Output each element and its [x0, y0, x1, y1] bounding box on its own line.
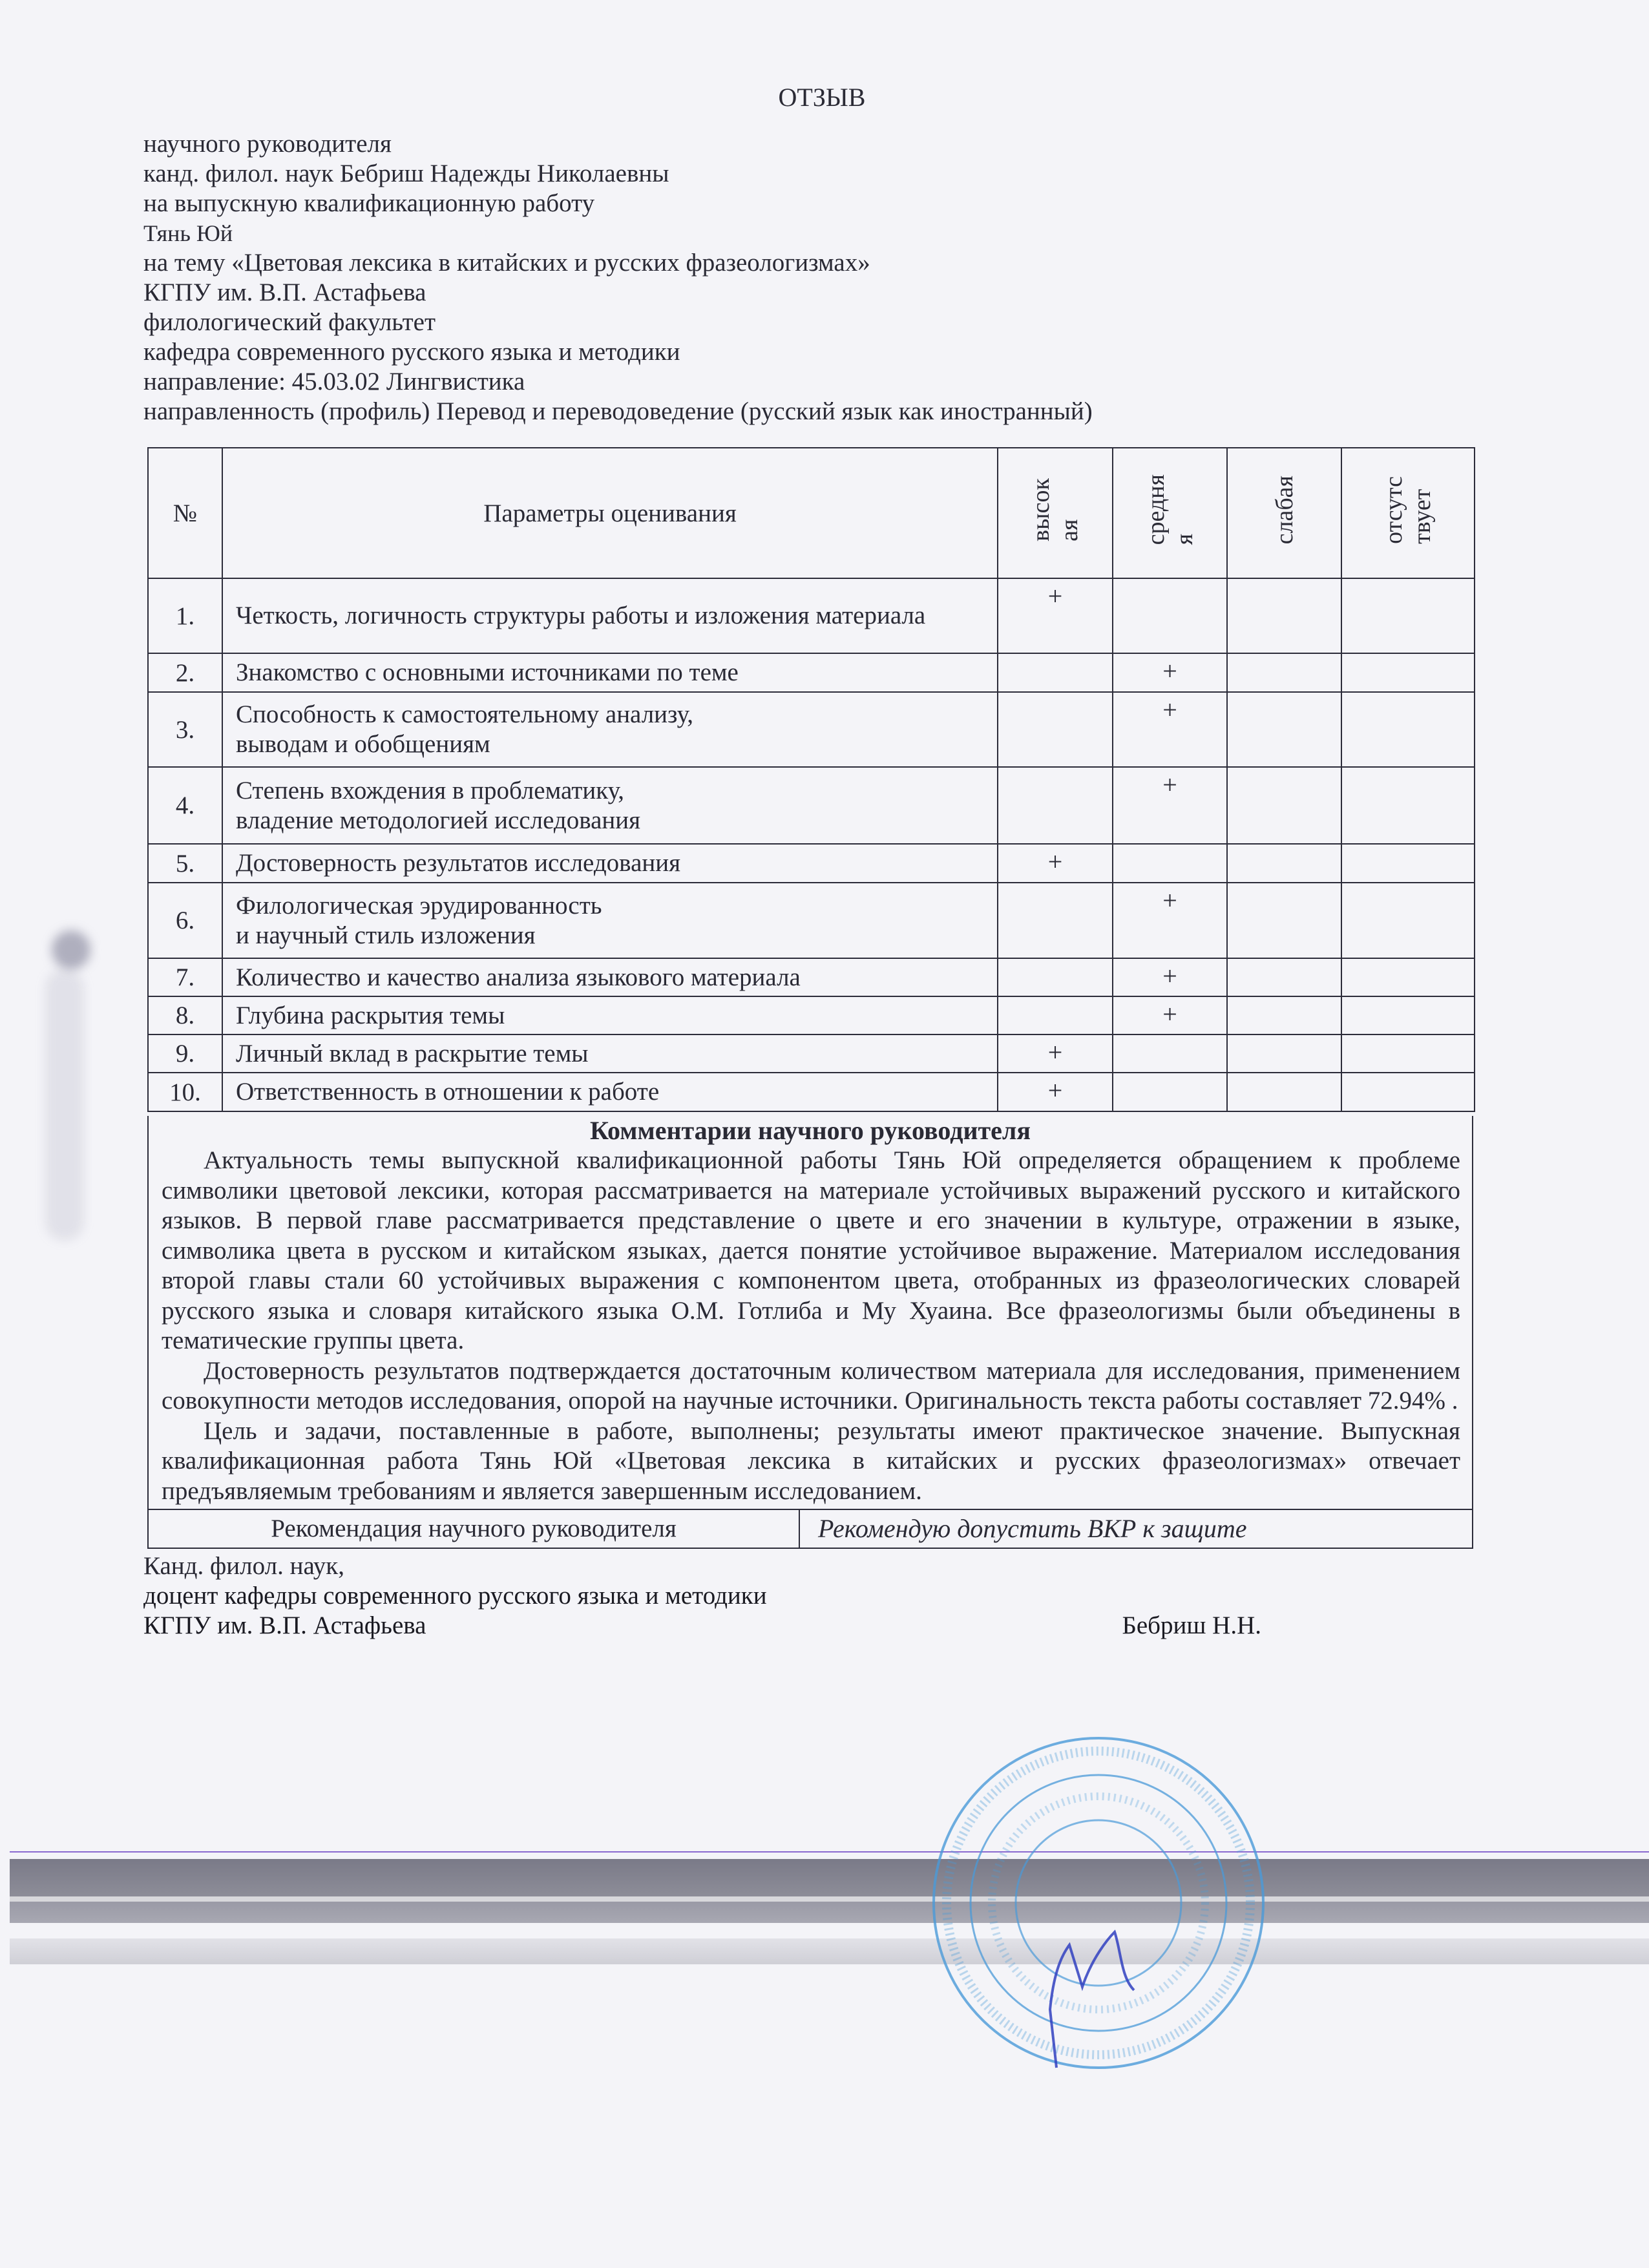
rating-cell: [1341, 883, 1475, 958]
document-title: ОТЗЫВ: [778, 83, 866, 112]
scan-artifact-band: [10, 1896, 1649, 1902]
rating-cell: [1113, 1073, 1227, 1111]
rating-cell: [1341, 1073, 1475, 1111]
header-line: на тему «Цветовая лексика в китайских и русских фразеологизмах»: [143, 249, 870, 277]
rating-cell: [1227, 958, 1341, 996]
row-parameter: Степень вхождения в проблематику, владение методологией исследования: [222, 767, 998, 844]
rating-mark: +: [1047, 1038, 1063, 1067]
rating-cell: [1113, 653, 1227, 692]
stamp-inner-lettering-ring: [992, 1796, 1205, 2010]
stamp-inner-ring: [1016, 1820, 1181, 1986]
rating-cell: [1227, 844, 1341, 883]
rating-cell: [1113, 767, 1227, 844]
rating-cell: [998, 883, 1113, 958]
rating-cell: [1341, 996, 1475, 1034]
column-header-label: слабая: [1270, 475, 1298, 545]
stamp-middle-ring: [971, 1775, 1226, 2031]
column-header-label: высок ая: [1027, 478, 1083, 541]
scan-artifact-band: [10, 1859, 1649, 1896]
rating-cell: [1227, 883, 1341, 958]
rating-cell: [998, 1034, 1113, 1073]
row-number: 6.: [148, 883, 222, 958]
table-row: [148, 692, 1475, 767]
row-parameter: Четкость, логичность структуры работы и изложения материала: [222, 578, 998, 653]
rating-cell: [1113, 578, 1227, 653]
rating-mark: +: [1047, 582, 1063, 611]
header-line: кафедра современного русского языка и методики: [143, 338, 680, 366]
comments-section: [147, 1116, 1473, 1510]
header-block: [143, 129, 1475, 426]
rating-cell: [998, 767, 1113, 844]
row-parameter: Личный вклад в раскрытие темы: [222, 1034, 998, 1073]
rating-cell: [1227, 767, 1341, 844]
row-number: 7.: [148, 958, 222, 996]
scan-artifact-band: [10, 1902, 1649, 1923]
document-page: [143, 83, 1475, 1641]
rating-cell: [998, 692, 1113, 767]
signature-line: КГПУ им. В.П. Астафьева: [143, 1612, 426, 1639]
header-line: Тянь Юй: [143, 220, 233, 246]
rating-cell: [1113, 996, 1227, 1034]
recommendation-value: Рекомендую допустить ВКР к защите: [818, 1514, 1247, 1543]
table-row: [148, 844, 1475, 883]
recommendation-label: Рекомендация научного руководителя: [149, 1510, 800, 1548]
rating-cell: [1341, 653, 1475, 692]
column-header-label: отсутс твует: [1380, 476, 1436, 544]
table-row: [148, 1073, 1475, 1111]
header-line: на выпускную квалификационную работу: [143, 189, 595, 217]
signature-line: доцент кафедры современного русского языка и методики: [143, 1582, 767, 1610]
table-row: [148, 1034, 1475, 1073]
row-parameter: Знакомство с основными источниками по теме: [222, 653, 998, 692]
rating-cell: [1113, 1034, 1227, 1073]
table-header-row: [148, 448, 1475, 578]
scan-artifact-band: [10, 1938, 1649, 1964]
row-number: 8.: [148, 996, 222, 1034]
column-header-weak: [1227, 448, 1341, 578]
stamp-lettering-ring: [947, 1751, 1250, 2055]
row-parameter: Филологическая эрудированность и научный стиль изложения: [222, 883, 998, 958]
table-row: [148, 767, 1475, 844]
scan-smudge-trail: [45, 969, 84, 1241]
table-row: [148, 653, 1475, 692]
rating-cell: [998, 1073, 1113, 1111]
row-number: 5.: [148, 844, 222, 883]
rating-mark: +: [1162, 961, 1177, 991]
row-parameter: Ответственность в отношении к работе: [222, 1073, 998, 1111]
header-line: КГПУ им. В.П. Астафьева: [143, 278, 426, 306]
rating-mark: +: [1162, 695, 1177, 724]
header-line: канд. филол. наук Бебриш Надежды Николаевны: [143, 160, 669, 187]
column-header-label: средня я: [1142, 474, 1198, 545]
row-number: 10.: [148, 1073, 222, 1111]
rating-mark: +: [1047, 1076, 1063, 1105]
rating-cell: [1227, 1073, 1341, 1111]
row-parameter: Достоверность результатов исследования: [222, 844, 998, 883]
column-header-absent: [1341, 448, 1475, 578]
comment-paragraph: Цель и задачи, поставленные в работе, выполнены; результаты имеют практическое значение. Выпускная квалификационная работа Тянь Юй «Цветовая лексика в китайских и русских фразеологизмах» отвечает предъявляемым требованиям и является завершенным исследованием.: [162, 1416, 1460, 1505]
signature-block: [143, 1551, 1475, 1641]
rating-mark: +: [1162, 1000, 1177, 1029]
row-parameter: Количество и качество анализа языкового материала: [222, 958, 998, 996]
row-number: 1.: [148, 578, 222, 653]
row-parameter: Глубина раскрытия темы: [222, 996, 998, 1034]
recommendation-row: [147, 1510, 1473, 1549]
rating-cell: [1341, 767, 1475, 844]
rating-mark: +: [1162, 770, 1177, 799]
rating-cell: [1113, 883, 1227, 958]
column-header-number: №: [148, 448, 222, 578]
official-stamp: [927, 1732, 1270, 2074]
table-row: [148, 578, 1475, 653]
rating-cell: [1341, 692, 1475, 767]
rating-cell: [1341, 1034, 1475, 1073]
comments-title: Комментарии научного руководителя: [590, 1116, 1031, 1145]
header-line: направление: 45.03.02 Лингвистика: [143, 368, 525, 395]
row-number: 2.: [148, 653, 222, 692]
rating-cell: [998, 844, 1113, 883]
comment-paragraph: Актуальность темы выпускной квалификационной работы Тянь Юй определяется обращением к проблеме символики цветовой лексики, которая рассматривается на материале устойчивых выражений русского и китайского языков. В первой главе рассматривается представление о цвете и его значении в культуре, отражении в языке, символика цвета в русском и китайском языках, дается понятие устойчивое выражение. Материалом исследования второй главы стали 60 устойчивых выражения с компонентом цвета, отобранных из фразеологических словарей русского языка и словаря китайского языка О.М. Готлиба и Му Хуаина. Все фразеологизмы были объединены в тематические группы цвета.: [162, 1146, 1460, 1354]
rating-cell: [1227, 578, 1341, 653]
rating-cell: [1113, 958, 1227, 996]
rating-cell: [1341, 578, 1475, 653]
evaluation-table: [147, 447, 1475, 1112]
row-number: 4.: [148, 767, 222, 844]
rating-cell: [1113, 692, 1227, 767]
rating-cell: [1113, 844, 1227, 883]
table-row: [148, 958, 1475, 996]
scan-artifact-line: [10, 1851, 1649, 1853]
table-row: [148, 883, 1475, 958]
rating-cell: [998, 578, 1113, 653]
rating-cell: [1341, 844, 1475, 883]
rating-mark: +: [1162, 886, 1177, 915]
header-line: филологический факультет: [143, 308, 436, 336]
header-line: направленность (профиль) Перевод и переводоведение (русский язык как иностранный): [143, 397, 1093, 425]
stamp-outer-ring: [934, 1738, 1263, 2068]
rating-mark: +: [1162, 656, 1177, 686]
signature-line: Канд. филол. наук,: [143, 1552, 344, 1580]
rating-cell: [1341, 958, 1475, 996]
rating-cell: [998, 996, 1113, 1034]
signer-name: Бебриш Н.Н.: [1122, 1612, 1261, 1639]
rating-cell: [1227, 996, 1341, 1034]
column-header-medium: [1113, 448, 1227, 578]
row-number: 3.: [148, 692, 222, 767]
column-header-high: [998, 448, 1113, 578]
rating-cell: [1227, 692, 1341, 767]
rating-cell: [998, 653, 1113, 692]
rating-mark: +: [1047, 847, 1063, 876]
row-parameter: Способность к самостоятельному анализу, выводам и обобщениям: [222, 692, 998, 767]
row-number: 9.: [148, 1034, 222, 1073]
rating-cell: [1227, 653, 1341, 692]
header-line: научного руководителя: [143, 130, 392, 158]
comment-paragraph: Достоверность результатов подтверждается достаточным количеством материала для исследования, применением совокупности методов исследования, опорой на научные источники. Оригинальность текста работы составляет 72.94% .: [162, 1356, 1460, 1414]
handwritten-signature: [1050, 1932, 1134, 2068]
scan-smudge: [52, 930, 90, 969]
rating-cell: [1227, 1034, 1341, 1073]
rating-cell: [998, 958, 1113, 996]
column-header-parameters: Параметры оценивания: [222, 448, 998, 578]
table-row: [148, 996, 1475, 1034]
